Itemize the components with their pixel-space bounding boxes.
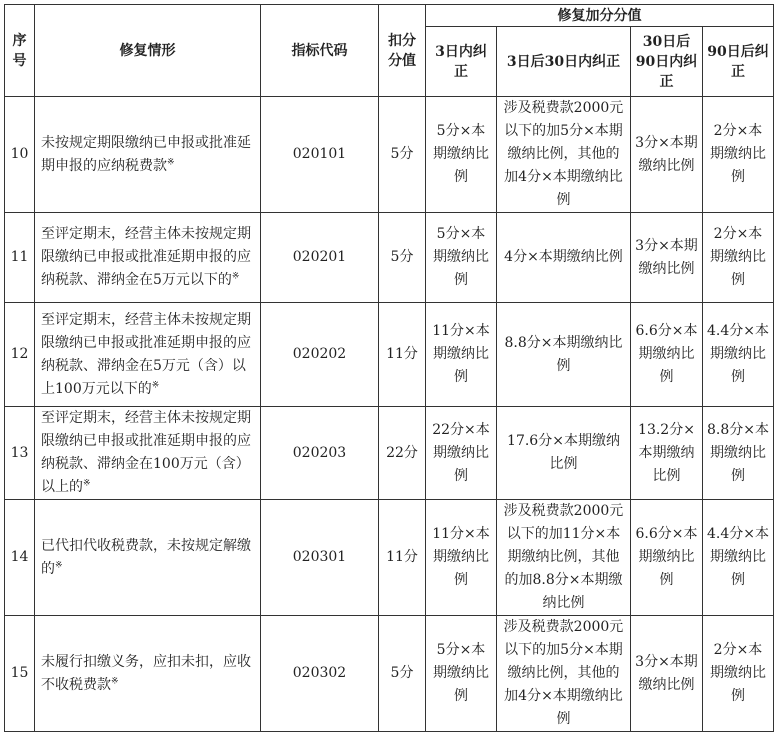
- deduction-cell: [379, 500, 426, 616]
- bonus-within-3-days-cell: [426, 616, 497, 732]
- bonus-after-90-days-cell: [703, 303, 774, 407]
- bonus-within-3-days-cell: [426, 97, 497, 213]
- bonus-3-to-30-days-text: 4分×本期缴纳比例: [504, 249, 623, 265]
- bonus-3-to-30-days-cell: [497, 616, 631, 732]
- deduction-text: 5分: [390, 249, 414, 265]
- note-mark: ※: [83, 478, 91, 489]
- seq-cell: [5, 97, 35, 213]
- seq-cell: [5, 213, 35, 303]
- header-30-to-90-days: 30日后90日内纠正: [631, 27, 703, 97]
- seq-text: 13: [10, 444, 29, 461]
- note-mark: ※: [167, 156, 175, 167]
- bonus-30-to-90-days-cell: [631, 500, 703, 616]
- note-mark: ※: [55, 559, 63, 570]
- deduction-cell: [379, 97, 426, 213]
- bonus-after-90-days-text: 4.4分×本期缴纳比例: [707, 526, 769, 588]
- code-text: 020101: [292, 146, 347, 162]
- code-cell: [261, 616, 379, 732]
- header-within-3-days: 3日内纠正: [426, 27, 497, 97]
- code-text: 020203: [292, 444, 347, 461]
- bonus-after-90-days-cell: [703, 213, 774, 303]
- header-seq: 序号: [5, 5, 35, 97]
- table-body: [5, 97, 774, 732]
- bonus-30-to-90-days-cell: [631, 97, 703, 213]
- bonus-3-to-30-days-text: 8.8分×本期缴纳比例: [504, 334, 623, 374]
- code-text: 020201: [292, 249, 347, 265]
- bonus-after-90-days-text: 8.8分×本期缴纳比例: [707, 421, 769, 484]
- bonus-30-to-90-days-cell: [631, 303, 703, 407]
- situation-cell: [35, 407, 261, 500]
- deduction-cell: [379, 303, 426, 407]
- seq-cell: [5, 303, 35, 407]
- code-cell: [261, 500, 379, 616]
- seq-text: 14: [10, 549, 29, 565]
- deduction-text: 22分: [386, 444, 418, 461]
- bonus-3-to-30-days-cell: [497, 500, 631, 616]
- situation-cell: [35, 303, 261, 407]
- situation-cell: [35, 616, 261, 732]
- deduction-text: 11分: [386, 346, 418, 362]
- repair-score-table: [4, 4, 774, 732]
- bonus-within-3-days-text: 11分×本期缴纳比例: [432, 526, 490, 588]
- table-row: [5, 303, 774, 407]
- bonus-after-90-days-text: 2分×本期缴纳比例: [710, 642, 766, 704]
- table-row: [5, 616, 774, 732]
- bonus-after-90-days-cell: [703, 616, 774, 732]
- bonus-after-90-days-cell: [703, 407, 774, 500]
- seq-cell: [5, 616, 35, 732]
- situation-text: 至评定期末，经营主体未按规定期限缴纳已申报或批准延期申报的应纳税款、滞纳金在5万元以下的: [41, 226, 251, 288]
- bonus-3-to-30-days-text: 涉及税费款2000元以下的加11分×本期缴纳比例，其他的加8.8分×本期缴纳比例: [503, 503, 624, 611]
- bonus-30-to-90-days-text: 3分×本期缴纳比例: [635, 653, 698, 693]
- bonus-30-to-90-days-text: 6.6分×本期缴纳比例: [635, 323, 698, 385]
- bonus-within-3-days-text: 5分×本期缴纳比例: [433, 123, 489, 185]
- bonus-3-to-30-days-text: 17.6分×本期缴纳比例: [507, 433, 620, 472]
- bonus-within-3-days-text: 11分×本期缴纳比例: [432, 323, 490, 385]
- table-row: [5, 97, 774, 213]
- situation-text: 已代扣代收税费款，未按规定解缴的: [41, 537, 251, 577]
- bonus-after-90-days-text: 2分×本期缴纳比例: [710, 226, 766, 288]
- bonus-3-to-30-days-cell: [497, 97, 631, 213]
- seq-cell: [5, 500, 35, 616]
- bonus-3-to-30-days-text: 涉及税费款2000元以下的加5分×本期缴纳比例，其他的加4分×本期缴纳比例: [503, 619, 624, 727]
- bonus-30-to-90-days-cell: [631, 407, 703, 500]
- seq-text: 10: [10, 146, 29, 162]
- header-bonus: 修复加分分值: [426, 5, 774, 27]
- situation-cell: [35, 213, 261, 303]
- note-mark: ※: [231, 271, 240, 282]
- table-row: [5, 407, 774, 500]
- bonus-30-to-90-days-text: 3分×本期缴纳比例: [635, 237, 698, 277]
- bonus-after-90-days-cell: [703, 97, 774, 213]
- bonus-3-to-30-days-cell: [497, 407, 631, 500]
- seq-text: 11: [10, 249, 29, 265]
- seq-text: 12: [10, 346, 29, 362]
- bonus-within-3-days-cell: [426, 213, 497, 303]
- deduction-cell: [379, 616, 426, 732]
- bonus-30-to-90-days-text: 6.6分×本期缴纳比例: [635, 526, 698, 588]
- header-3-to-30-days: 3日后30日内纠正: [497, 27, 631, 97]
- note-mark: ※: [111, 675, 119, 686]
- situation-text: 至评定期末，经营主体未按规定期限缴纳已申报或批准延期申报的应纳税款、滞纳金在100万元（含）以上的: [41, 410, 251, 495]
- table-row: [5, 500, 774, 616]
- code-text: 020301: [292, 549, 347, 565]
- header-after-90-days: 90日后纠正: [703, 27, 774, 97]
- situation-text: 至评定期末，经营主体未按规定期限缴纳已申报或批准延期申报的应纳税款、滞纳金在5万元（含）以上100万元以下的: [41, 311, 251, 397]
- bonus-within-3-days-text: 22分×本期缴纳比例: [432, 421, 490, 484]
- bonus-30-to-90-days-text: 13.2分×本期缴纳比例: [638, 421, 695, 484]
- code-text: 020302: [292, 665, 347, 681]
- bonus-after-90-days-cell: [703, 500, 774, 616]
- bonus-3-to-30-days-text: 涉及税费款2000元以下的加5分×本期缴纳比例，其他的加4分×本期缴纳比例: [503, 100, 624, 208]
- code-cell: [261, 407, 379, 500]
- table-row: [5, 213, 774, 303]
- bonus-within-3-days-text: 5分×本期缴纳比例: [433, 642, 489, 704]
- bonus-3-to-30-days-cell: [497, 213, 631, 303]
- note-mark: ※: [151, 379, 160, 390]
- header-deduction: 扣分分值: [379, 5, 426, 97]
- bonus-within-3-days-cell: [426, 500, 497, 616]
- header-code: 指标代码: [261, 5, 379, 97]
- deduction-text: 5分: [390, 146, 414, 162]
- code-cell: [261, 97, 379, 213]
- bonus-after-90-days-text: 2分×本期缴纳比例: [710, 123, 766, 185]
- bonus-within-3-days-text: 5分×本期缴纳比例: [433, 226, 489, 288]
- situation-text: 未履行扣缴义务，应扣未扣，应收不收税费款: [41, 653, 251, 693]
- deduction-cell: [379, 213, 426, 303]
- seq-cell: [5, 407, 35, 500]
- bonus-30-to-90-days-text: 3分×本期缴纳比例: [635, 134, 698, 174]
- situation-text: 未按规定期限缴纳已申报或批准延期申报的应纳税费款: [41, 134, 251, 174]
- code-cell: [261, 303, 379, 407]
- bonus-30-to-90-days-cell: [631, 616, 703, 732]
- deduction-cell: [379, 407, 426, 500]
- situation-cell: [35, 97, 261, 213]
- situation-cell: [35, 500, 261, 616]
- deduction-text: 5分: [390, 665, 414, 681]
- code-text: 020202: [292, 346, 347, 362]
- table-header: [5, 5, 774, 97]
- header-situation: 修复情形: [35, 5, 261, 97]
- bonus-within-3-days-cell: [426, 407, 497, 500]
- bonus-after-90-days-text: 4.4分×本期缴纳比例: [707, 323, 769, 385]
- seq-text: 15: [10, 665, 29, 681]
- bonus-3-to-30-days-cell: [497, 303, 631, 407]
- bonus-30-to-90-days-cell: [631, 213, 703, 303]
- bonus-within-3-days-cell: [426, 303, 497, 407]
- code-cell: [261, 213, 379, 303]
- deduction-text: 11分: [386, 549, 418, 565]
